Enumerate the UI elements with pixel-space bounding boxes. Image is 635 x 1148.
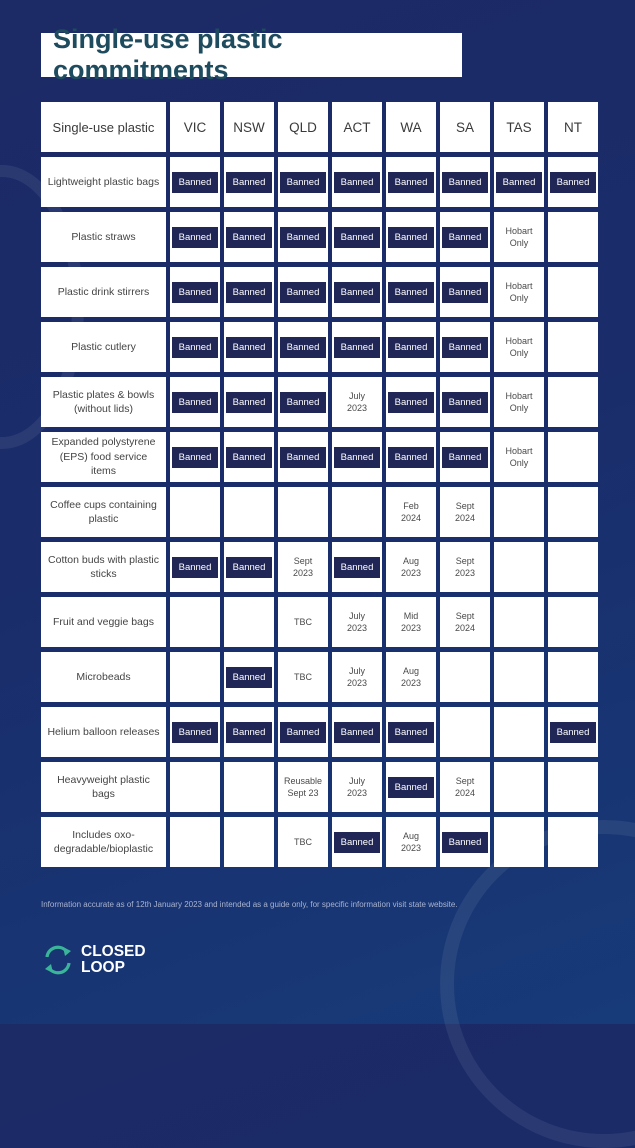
banned-badge: Banned — [226, 282, 272, 303]
table-cell — [332, 377, 382, 427]
header-state-nt: NT — [548, 102, 598, 152]
banned-badge: Banned — [280, 282, 326, 303]
banned-badge: Banned — [550, 172, 596, 193]
table-cell — [440, 432, 490, 482]
table-cell — [548, 597, 598, 647]
header-state-vic: VIC — [170, 102, 220, 152]
table-cell — [332, 542, 382, 592]
banned-badge: Banned — [496, 172, 542, 193]
banned-badge: Banned — [442, 282, 488, 303]
table-cell — [170, 542, 220, 592]
banned-badge: Banned — [334, 227, 380, 248]
banned-badge: Banned — [172, 447, 218, 468]
banned-badge: Banned — [172, 337, 218, 358]
status-text: Reusable Sept 23 — [283, 776, 323, 798]
banned-badge: Banned — [334, 282, 380, 303]
table-cell — [548, 542, 598, 592]
table-cell — [548, 322, 598, 372]
recycle-loop-icon — [41, 943, 75, 977]
table-cell — [440, 267, 490, 317]
banned-badge: Banned — [226, 172, 272, 193]
status-text: July 2023 — [346, 611, 368, 633]
table-cell — [278, 487, 328, 537]
status-text: July 2023 — [346, 391, 368, 413]
footnote: Information accurate as of 12th January 2023 and intended as a guide only, for specific information visit state website. — [41, 900, 458, 909]
table-cell — [440, 322, 490, 372]
table-cell — [278, 377, 328, 427]
table-cell — [386, 542, 436, 592]
table-cell — [494, 707, 544, 757]
table-cell — [278, 212, 328, 262]
table-cell — [494, 597, 544, 647]
table-cell — [332, 817, 382, 867]
table-cell — [440, 817, 490, 867]
table-cell — [494, 652, 544, 702]
header-state-sa: SA — [440, 102, 490, 152]
decorative-arc — [440, 820, 635, 1148]
table-cell — [332, 267, 382, 317]
banned-badge: Banned — [334, 722, 380, 743]
table-cell — [278, 652, 328, 702]
table-cell — [224, 212, 274, 262]
table-cell — [548, 487, 598, 537]
table-cell — [278, 432, 328, 482]
table-cell — [332, 597, 382, 647]
table-cell — [332, 762, 382, 812]
table-cell — [170, 652, 220, 702]
status-text: Aug 2023 — [400, 556, 422, 578]
banned-badge: Banned — [280, 172, 326, 193]
table-cell — [386, 377, 436, 427]
table-cell — [548, 377, 598, 427]
row-label: Expanded polystyrene (EPS) food service items — [41, 432, 166, 482]
table-cell — [494, 212, 544, 262]
row-label: Lightweight plastic bags — [41, 157, 166, 207]
table-cell — [278, 542, 328, 592]
header-state-act: ACT — [332, 102, 382, 152]
table-cell — [224, 707, 274, 757]
table-cell — [224, 487, 274, 537]
table-cell — [440, 597, 490, 647]
status-text: Aug 2023 — [400, 666, 422, 688]
table-cell — [548, 212, 598, 262]
table-cell — [332, 432, 382, 482]
row-label: Plastic cutlery — [41, 322, 166, 372]
banned-badge: Banned — [388, 392, 434, 413]
commitments-table — [41, 102, 596, 867]
table-cell — [170, 322, 220, 372]
table-cell — [170, 267, 220, 317]
table-cell — [332, 487, 382, 537]
table-cell — [494, 322, 544, 372]
table-cell — [548, 157, 598, 207]
status-text: Mid 2023 — [400, 611, 422, 633]
status-text: Feb 2024 — [400, 501, 422, 523]
banned-badge: Banned — [226, 227, 272, 248]
banned-badge: Banned — [442, 447, 488, 468]
table-cell — [170, 597, 220, 647]
logo-text-line1: CLOSED — [81, 943, 146, 960]
table-cell — [386, 762, 436, 812]
table-cell — [224, 542, 274, 592]
closed-loop-logo — [41, 943, 146, 977]
banned-badge: Banned — [334, 337, 380, 358]
table-cell — [386, 597, 436, 647]
table-cell — [494, 377, 544, 427]
banned-badge: Banned — [172, 172, 218, 193]
table-cell — [440, 707, 490, 757]
status-text: TBC — [294, 672, 312, 682]
banned-badge: Banned — [280, 227, 326, 248]
table-cell — [386, 212, 436, 262]
status-text: July 2023 — [346, 666, 368, 688]
status-text: Hobart Only — [505, 281, 533, 303]
banned-badge: Banned — [280, 392, 326, 413]
table-cell — [278, 322, 328, 372]
banned-badge: Banned — [226, 392, 272, 413]
header-state-wa: WA — [386, 102, 436, 152]
table-cell — [494, 432, 544, 482]
banned-badge: Banned — [388, 777, 434, 798]
banned-badge: Banned — [388, 282, 434, 303]
banned-badge: Banned — [226, 667, 272, 688]
table-cell — [494, 817, 544, 867]
table-cell — [170, 377, 220, 427]
table-cell — [170, 212, 220, 262]
banned-badge: Banned — [280, 722, 326, 743]
header-state-tas: TAS — [494, 102, 544, 152]
status-text: Sept 2023 — [292, 556, 314, 578]
page-title: Single-use plastic commitments — [53, 24, 283, 85]
table-cell — [440, 157, 490, 207]
table-cell — [440, 542, 490, 592]
header-plastic-type: Single-use plastic — [41, 102, 166, 152]
banned-badge: Banned — [334, 447, 380, 468]
table-cell — [548, 707, 598, 757]
banned-badge: Banned — [334, 557, 380, 578]
row-label: Plastic straws — [41, 212, 166, 262]
banned-badge: Banned — [280, 337, 326, 358]
table-cell — [170, 762, 220, 812]
table-cell — [386, 157, 436, 207]
table-cell — [278, 597, 328, 647]
banned-badge: Banned — [334, 832, 380, 853]
table-cell — [440, 652, 490, 702]
banned-badge: Banned — [388, 447, 434, 468]
table-cell — [386, 322, 436, 372]
table-cell — [332, 652, 382, 702]
status-text: Hobart Only — [505, 336, 533, 358]
banned-badge: Banned — [226, 557, 272, 578]
banned-badge: Banned — [226, 337, 272, 358]
table-cell — [386, 652, 436, 702]
row-label: Includes oxo-degradable/bioplastic — [41, 817, 166, 867]
table-cell — [224, 377, 274, 427]
status-text: Sept 2024 — [454, 776, 476, 798]
status-text: Aug 2023 — [400, 831, 422, 853]
banned-badge: Banned — [280, 447, 326, 468]
table-cell — [494, 157, 544, 207]
status-text: Hobart Only — [505, 391, 533, 413]
banned-badge: Banned — [442, 832, 488, 853]
table-cell — [278, 817, 328, 867]
table-cell — [548, 817, 598, 867]
table-cell — [278, 267, 328, 317]
row-label: Coffee cups containing plastic — [41, 487, 166, 537]
row-label: Plastic drink stirrers — [41, 267, 166, 317]
banned-badge: Banned — [388, 227, 434, 248]
banned-badge: Banned — [442, 172, 488, 193]
table-cell — [386, 817, 436, 867]
table-cell — [332, 322, 382, 372]
table-cell — [278, 157, 328, 207]
table-cell — [224, 432, 274, 482]
banned-badge: Banned — [442, 227, 488, 248]
table-cell — [278, 707, 328, 757]
table-cell — [170, 432, 220, 482]
table-cell — [224, 652, 274, 702]
table-cell — [332, 707, 382, 757]
banned-badge: Banned — [172, 557, 218, 578]
table-cell — [170, 707, 220, 757]
banned-badge: Banned — [550, 722, 596, 743]
status-text: Sept 2024 — [454, 611, 476, 633]
row-label: Heavyweight plastic bags — [41, 762, 166, 812]
table-cell — [440, 762, 490, 812]
table-cell — [494, 762, 544, 812]
table-cell — [386, 267, 436, 317]
table-cell — [494, 542, 544, 592]
status-text: TBC — [294, 617, 312, 627]
banned-badge: Banned — [388, 172, 434, 193]
table-cell — [224, 762, 274, 812]
table-cell — [224, 157, 274, 207]
row-label: Plastic plates & bowls (without lids) — [41, 377, 166, 427]
banned-badge: Banned — [226, 722, 272, 743]
header-state-nsw: NSW — [224, 102, 274, 152]
header-state-qld: QLD — [278, 102, 328, 152]
table-cell — [494, 487, 544, 537]
status-text: July 2023 — [346, 776, 368, 798]
table-cell — [224, 817, 274, 867]
table-cell — [548, 267, 598, 317]
banned-badge: Banned — [172, 227, 218, 248]
table-cell — [386, 487, 436, 537]
table-cell — [386, 707, 436, 757]
table-cell — [170, 157, 220, 207]
table-cell — [548, 432, 598, 482]
table-cell — [170, 817, 220, 867]
row-label: Helium balloon releases — [41, 707, 166, 757]
status-text: Sept 2023 — [454, 556, 476, 578]
row-label: Microbeads — [41, 652, 166, 702]
table-cell — [386, 432, 436, 482]
banned-badge: Banned — [172, 282, 218, 303]
table-cell — [170, 487, 220, 537]
table-cell — [548, 652, 598, 702]
table-cell — [224, 267, 274, 317]
title-banner — [41, 24, 462, 85]
table-cell — [440, 377, 490, 427]
banned-badge: Banned — [172, 392, 218, 413]
banned-badge: Banned — [388, 337, 434, 358]
table-cell — [440, 212, 490, 262]
table-cell — [332, 212, 382, 262]
banned-badge: Banned — [334, 172, 380, 193]
banned-badge: Banned — [442, 337, 488, 358]
table-cell — [440, 487, 490, 537]
status-text: Hobart Only — [505, 226, 533, 248]
status-text: TBC — [294, 837, 312, 847]
status-text: Sept 2024 — [454, 501, 476, 523]
table-cell — [548, 762, 598, 812]
table-cell — [278, 762, 328, 812]
table-cell — [332, 157, 382, 207]
banned-badge: Banned — [226, 447, 272, 468]
banned-badge: Banned — [442, 392, 488, 413]
banned-badge: Banned — [172, 722, 218, 743]
status-text: Hobart Only — [505, 446, 533, 468]
table-cell — [224, 322, 274, 372]
table-cell — [224, 597, 274, 647]
banned-badge: Banned — [388, 722, 434, 743]
logo-text-line2: LOOP — [81, 959, 125, 976]
table-cell — [494, 267, 544, 317]
row-label: Fruit and veggie bags — [41, 597, 166, 647]
row-label: Cotton buds with plastic sticks — [41, 542, 166, 592]
